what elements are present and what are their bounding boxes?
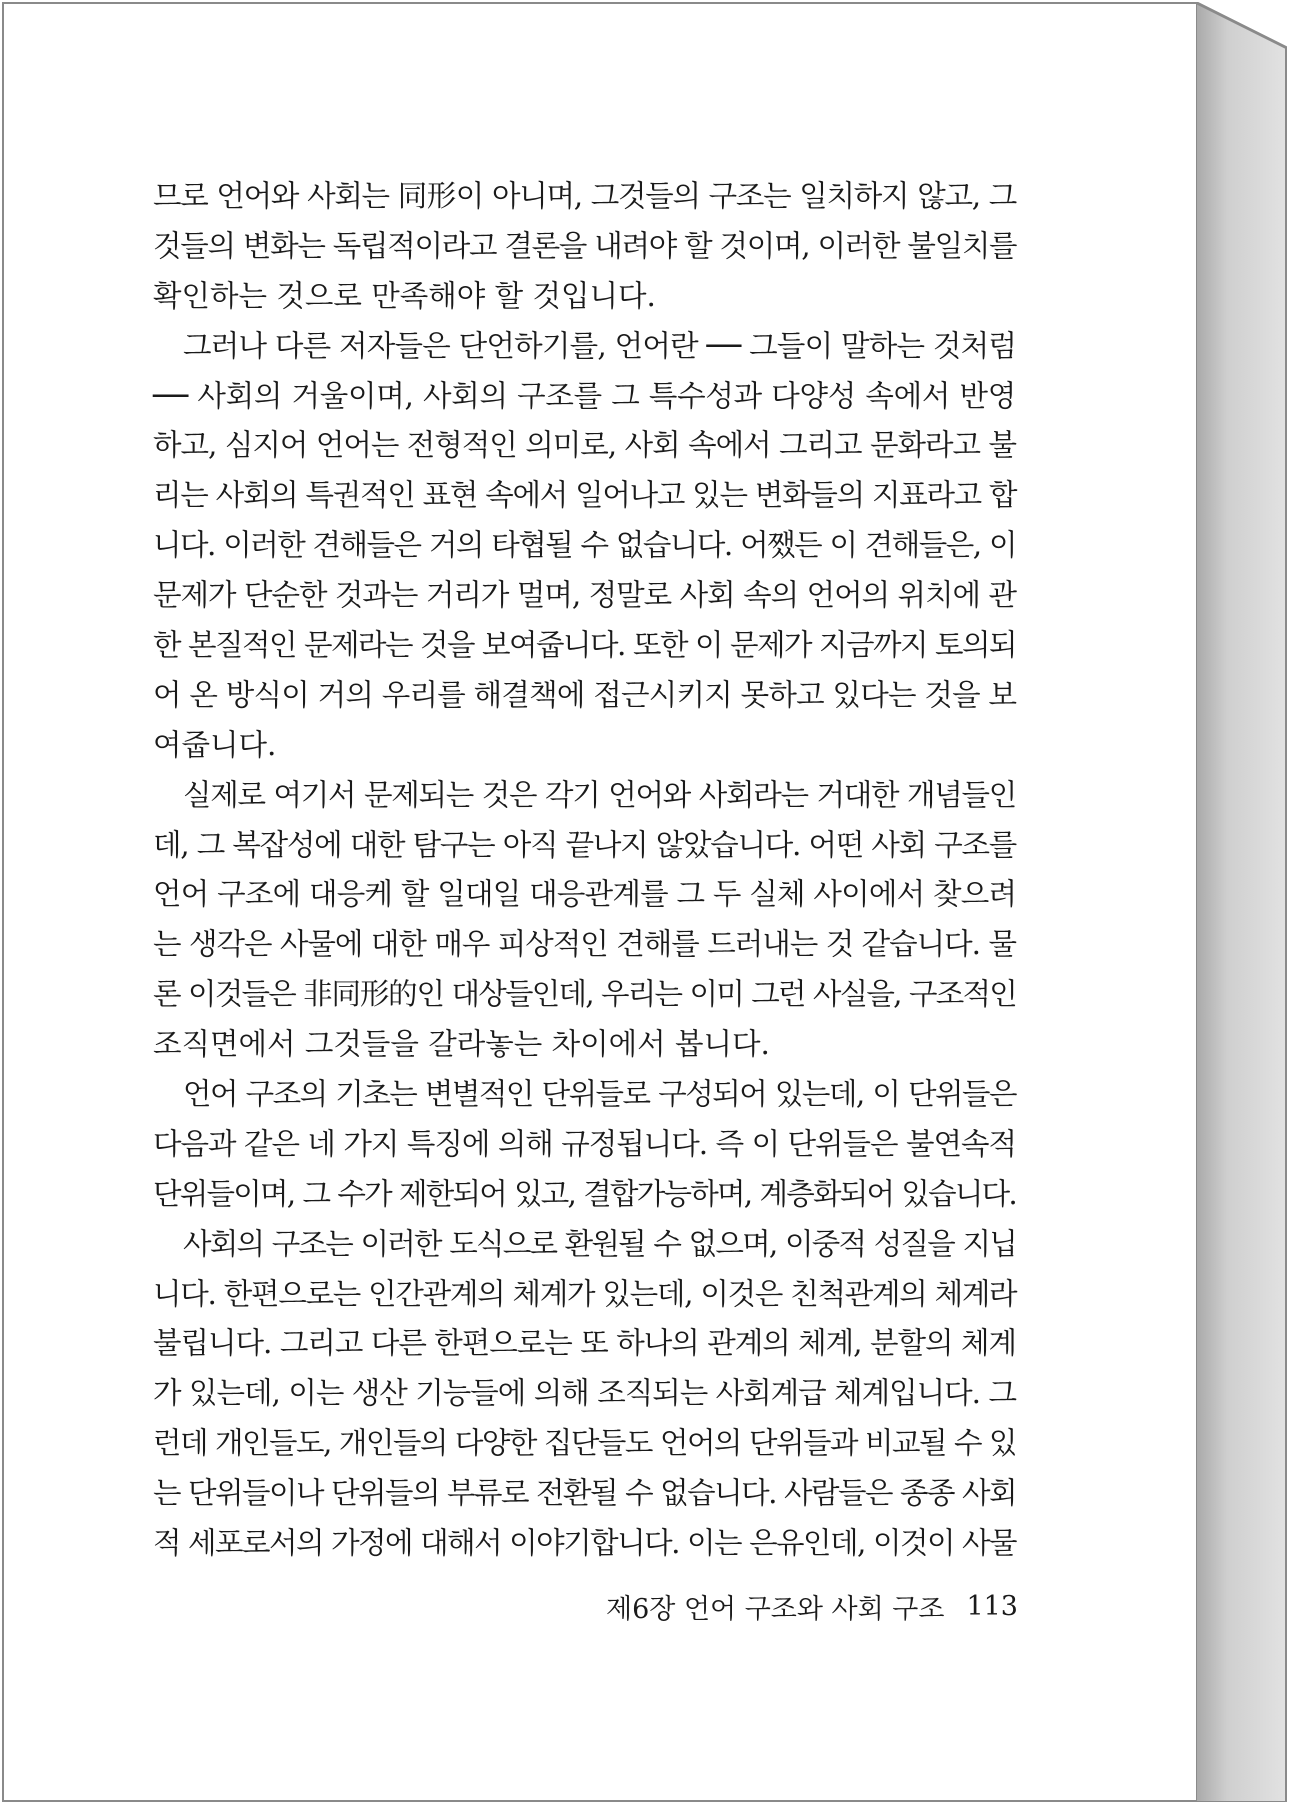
text-line: 언어 구조의 기초는 변별적인 단위들로 구성되어 있는데, 이 단위들은 xyxy=(183,1077,1016,1112)
text-line: ── 사회의 거울이며, 사회의 구조를 그 특수성과 다양성 속에서 반영 xyxy=(153,378,1016,413)
text-line: 데, 그 복잡성에 대한 탐구는 아직 끝나지 않았습니다. 어떤 사회 구조를 xyxy=(153,827,1016,862)
text-line: 것들의 변화는 독립적이라고 결론을 내려야 할 것이며, 이러한 불일치를 xyxy=(153,228,1017,263)
text-line: 여줍니다. xyxy=(153,727,277,762)
running-title: 제6장 언어 구조와 사회 구조 xyxy=(606,1593,945,1625)
text-line: 적 세포로서의 가정에 대해서 이야기합니다. 이는 은유인데, 이것이 사물 xyxy=(153,1526,1016,1561)
text-line: 실제로 여기서 문제되는 것은 각기 언어와 사회라는 거대한 개념들인 xyxy=(183,777,1016,812)
text-line: 확인하는 것으로 만족해야 할 것입니다. xyxy=(153,278,656,313)
text-line: 리는 사회의 특권적인 표현 속에서 일어나고 있는 변화들의 지표라고 합 xyxy=(153,478,1017,513)
text-line: 는 생각은 사물에 대한 매우 피상적인 견해를 드러내는 것 같습니다. 물 xyxy=(153,927,1016,962)
text-line: 니다. 이러한 견해들은 거의 타협될 수 없습니다. 어쨌든 이 견해들은, 이 xyxy=(153,528,1016,563)
text-line: 그러나 다른 저자들은 단언하기를, 언어란 ── 그들이 말하는 것처럼 xyxy=(183,328,1017,363)
page-footer xyxy=(582,1584,1018,1628)
text-line: 어 온 방식이 거의 우리를 해결책에 접근시키지 못하고 있다는 것을 보 xyxy=(153,677,1017,712)
page-edge-graphic xyxy=(1196,2,1289,1802)
text-line: 하고, 심지어 언어는 전형적인 의미로, 사회 속에서 그리고 문화라고 불 xyxy=(153,428,1016,463)
text-line: 한 본질적인 문제라는 것을 보여줍니다. 또한 이 문제가 지금까지 토의되 xyxy=(153,628,1016,663)
text-line: 문제가 단순한 것과는 거리가 멀며, 정말로 사회 속의 언어의 위치에 관 xyxy=(153,578,1016,613)
page-edge xyxy=(1196,2,1289,1802)
text-line: 불립니다. 그리고 다른 한편으로는 또 하나의 관계의 체계, 분할의 체계 xyxy=(153,1326,1016,1361)
text-line: 는 단위들이나 단위들의 부류로 전환될 수 없습니다. 사람들은 종종 사회 xyxy=(153,1476,1016,1511)
text-line: 단위들이며, 그 수가 제한되어 있고, 결합가능하며, 계층화되어 있습니다. xyxy=(153,1176,1016,1211)
text-line: 론 이것들은 非同形的인 대상들인데, 우리는 이미 그런 사실을, 구조적인 xyxy=(153,977,1016,1012)
page-number: 113 xyxy=(966,1590,1018,1622)
text-line: 언어 구조에 대응케 할 일대일 대응관계를 그 두 실체 사이에서 찾으려 xyxy=(153,877,1017,912)
text-line: 다음과 같은 네 가지 특징에 의해 규정됩니다. 즉 이 단위들은 불연속적 xyxy=(153,1126,1016,1161)
body-text xyxy=(153,172,1016,1569)
text-line: 니다. 한편으로는 인간관계의 체계가 있는데, 이것은 친척관계의 체계라 xyxy=(153,1276,1017,1311)
text-line: 사회의 구조는 이러한 도식으로 환원될 수 없으며, 이중적 성질을 지닙 xyxy=(183,1226,1016,1261)
text-line: 런데 개인들도, 개인들의 다양한 집단들도 언어의 단위들과 비교될 수 있 xyxy=(153,1426,1016,1461)
text-line: 가 있는데, 이는 생산 기능들에 의해 조직되는 사회계급 체계입니다. 그 xyxy=(153,1376,1016,1411)
text-line: 조직면에서 그것들을 갈라놓는 차이에서 봅니다. xyxy=(153,1027,770,1062)
text-line: 므로 언어와 사회는 同形이 아니며, 그것들의 구조는 일치하지 않고, 그 xyxy=(153,179,1016,213)
